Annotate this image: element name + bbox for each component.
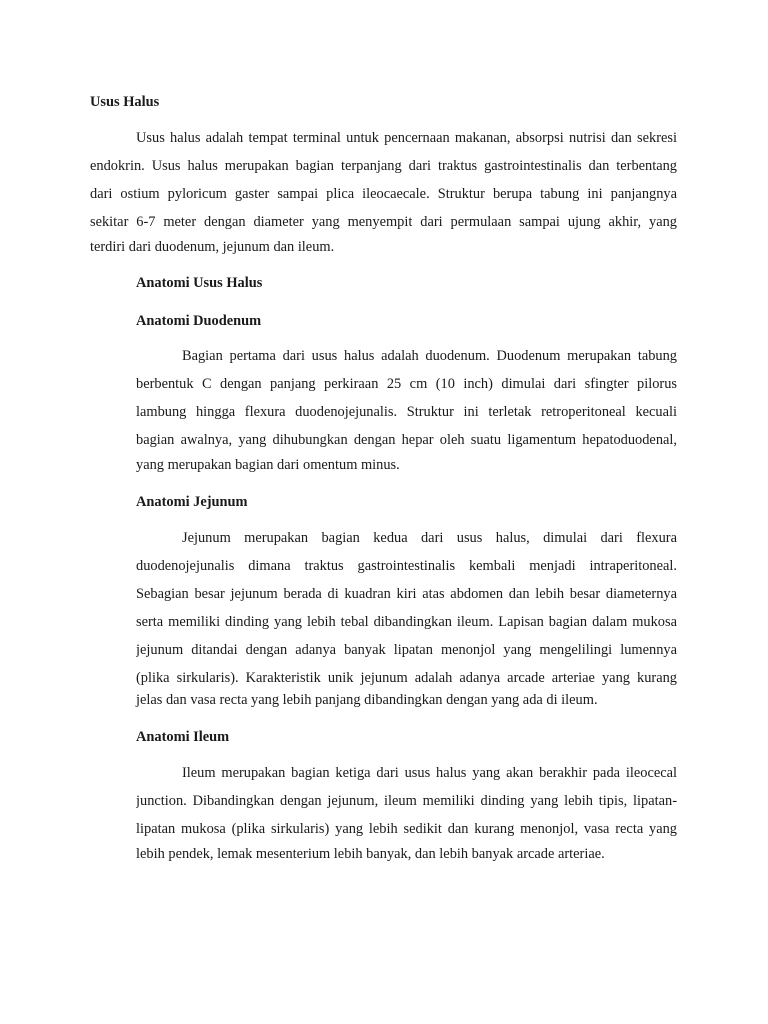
intro-line: dari ostium pyloricum gaster sampai plica ileocaecale. Struktur berupa tabung ini panjangnya (90, 186, 677, 202)
jejunum-line: Sebagian besar jejunum berada di kuadran kiri atas abdomen dan lebih besar diameternya (136, 586, 677, 602)
jejunum-line: serta memiliki dinding yang lebih tebal dibandingkan ileum. Lapisan bagian dalam mukosa (136, 614, 677, 630)
jejunum-line: jelas dan vasa recta yang lebih panjang dibandingkan dengan yang ada di ileum. (136, 692, 598, 708)
intro-line: sekitar 6-7 meter dengan diameter yang menyempit dari permulaan sampai ujung akhir, yang (90, 214, 677, 230)
section-heading-ileum: Anatomi Ileum (136, 729, 230, 745)
duodenum-line: berbentuk C dengan panjang perkiraan 25 cm (10 inch) dimulai dari sfingter pilorus (136, 376, 677, 392)
duodenum-line: Bagian pertama dari usus halus adalah duodenum. Duodenum merupakan tabung (182, 348, 677, 364)
section-heading-duodenum: Anatomi Duodenum (136, 313, 262, 329)
anatomy-heading: Anatomi Usus Halus (136, 275, 263, 291)
document-title: Usus Halus (90, 94, 160, 110)
duodenum-line: yang merupakan bagian dari omentum minus. (136, 457, 400, 473)
ileum-line: junction. Dibandingkan dengan jejunum, ileum memiliki dinding yang lebih tipis, lipatan- (136, 793, 677, 809)
section-heading-jejunum: Anatomi Jejunum (136, 494, 248, 510)
jejunum-line: Jejunum merupakan bagian kedua dari usus halus, dimulai dari flexura (182, 530, 677, 546)
jejunum-line: duodenojejunalis dimana traktus gastrointestinalis kembali menjadi intraperitoneal. (136, 558, 677, 574)
jejunum-line: (plika sirkularis). Karakteristik unik jejunum adalah adanya arcade arteriae yang kurang (136, 670, 677, 686)
ileum-line: Ileum merupakan bagian ketiga dari usus halus yang akan berakhir pada ileocecal (182, 765, 677, 781)
jejunum-line: jejunum ditandai dengan adanya banyak lipatan menonjol yang mengelilingi lumennya (136, 642, 677, 658)
intro-line: Usus halus adalah tempat terminal untuk pencernaan makanan, absorpsi nutrisi dan sekresi (136, 130, 677, 146)
duodenum-line: bagian awalnya, yang dihubungkan dengan hepar oleh suatu ligamentum hepatoduodenal, (136, 432, 677, 448)
duodenum-line: lambung hingga flexura duodenojejunalis. Struktur ini terletak retroperitoneal kecuali (136, 404, 677, 420)
ileum-line: lebih pendek, lemak mesenterium lebih banyak, dan lebih banyak arcade arteriae. (136, 846, 605, 862)
intro-line: endokrin. Usus halus merupakan bagian terpanjang dari traktus gastrointestinalis dan terbentang (90, 158, 677, 174)
ileum-line: lipatan mukosa (plika sirkularis) yang lebih sedikit dan kurang menonjol, vasa recta yang (136, 821, 677, 837)
intro-line: terdiri dari duodenum, jejunum dan ileum. (90, 239, 335, 255)
